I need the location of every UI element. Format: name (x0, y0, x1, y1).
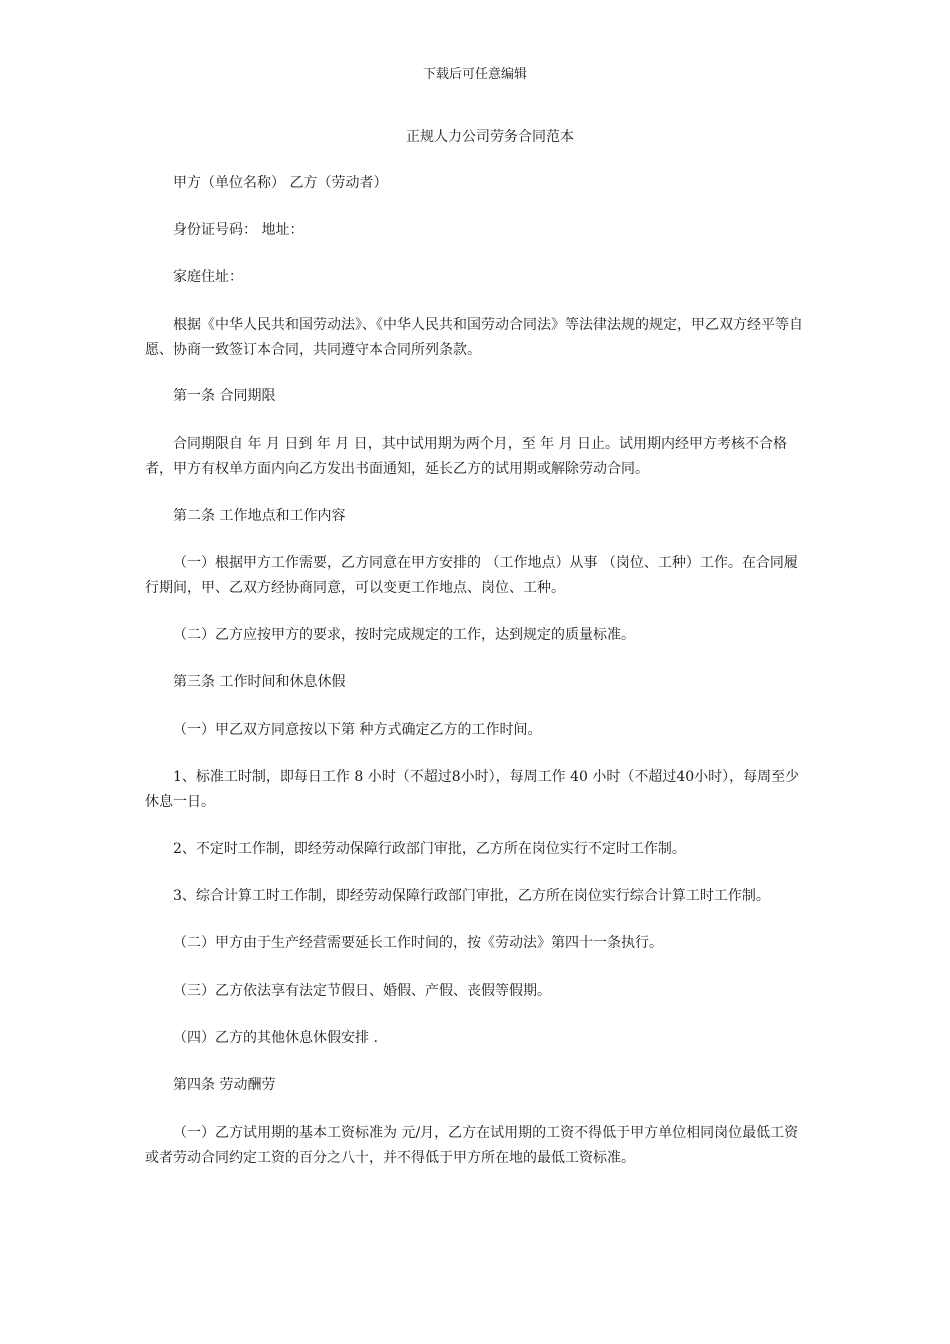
article-3-clause-3: （三）乙方依法享有法定节假日、婚假、产假、丧假等假期。 (173, 983, 551, 999)
preamble-paragraph: 根据《中华人民共和国劳动法》、《中华人民共和国劳动合同法》等法律法规的规定，甲乙双方经平等自愿、协商一致签订本合同，共同遵守本合同所列条款。 (145, 317, 803, 358)
home-address-line: 家庭住址： (173, 269, 243, 285)
id-address-line: 身份证号码： 地址： (173, 222, 304, 238)
article-3-clause-2: （二）甲方由于生产经营需要延长工作时间的，按《劳动法》第四十一条执行。 (173, 935, 663, 951)
article-3-standard-hours: 1、标准工时制，即每日工作 8 小时（不超过8小时），每周工作 40 小时（不超过40小时），每周至少休息一日。 (145, 769, 800, 810)
article-2-heading: 第二条 工作地点和工作内容 (173, 508, 346, 524)
article-3-clause-1: （一）甲乙双方同意按以下第 种方式确定乙方的工作时间。 (173, 722, 542, 738)
header-note: 下载后可任意编辑 (422, 67, 527, 82)
article-3-comprehensive-hours: 3、综合计算工时工作制，即经劳动保障行政部门审批，乙方所在岗位实行综合计算工时工作制。 (173, 888, 770, 904)
article-1-contract-term: 合同期限自 年 月 日到 年 月 日，其中试用期为两个月，至 年 月 日止。试用期内经甲方考核不合格者，甲方有权单方面内向乙方发出书面通知，延长乙方的试用期或解除劳动合同。 (145, 436, 788, 477)
article-4-clause-1: （一）乙方试用期的基本工资标准为 元/月，乙方在试用期的工资不得低于甲方单位相同岗位最低工资或者劳动合同约定工资的百分之八十，并不得低于甲方所在地的最低工资标准。 (145, 1125, 799, 1166)
article-2-clause-1: （一）根据甲方工作需要，乙方同意在甲方安排的 （工作地点）从事 （岗位、工种）工作。在合同履行期间，甲、乙双方经协商同意，可以变更工作地点、岗位、工种。 (145, 555, 798, 596)
party-names-line: 甲方（单位名称） 乙方（劳动者） (173, 175, 388, 191)
document-title: 正规人力公司劳务合同范本 (406, 129, 574, 145)
article-3-flexible-hours: 2、不定时工作制，即经劳动保障行政部门审批，乙方所在岗位实行不定时工作制。 (173, 841, 686, 857)
article-3-heading: 第三条 工作时间和休息休假 (173, 674, 346, 690)
article-1-heading: 第一条 合同期限 (173, 388, 276, 404)
article-3-clause-4: （四）乙方的其他休息休假安排 . (173, 1030, 378, 1046)
article-4-heading: 第四条 劳动酬劳 (173, 1077, 276, 1093)
article-2-clause-2: （二）乙方应按甲方的要求，按时完成规定的工作，达到规定的质量标准。 (173, 627, 635, 643)
